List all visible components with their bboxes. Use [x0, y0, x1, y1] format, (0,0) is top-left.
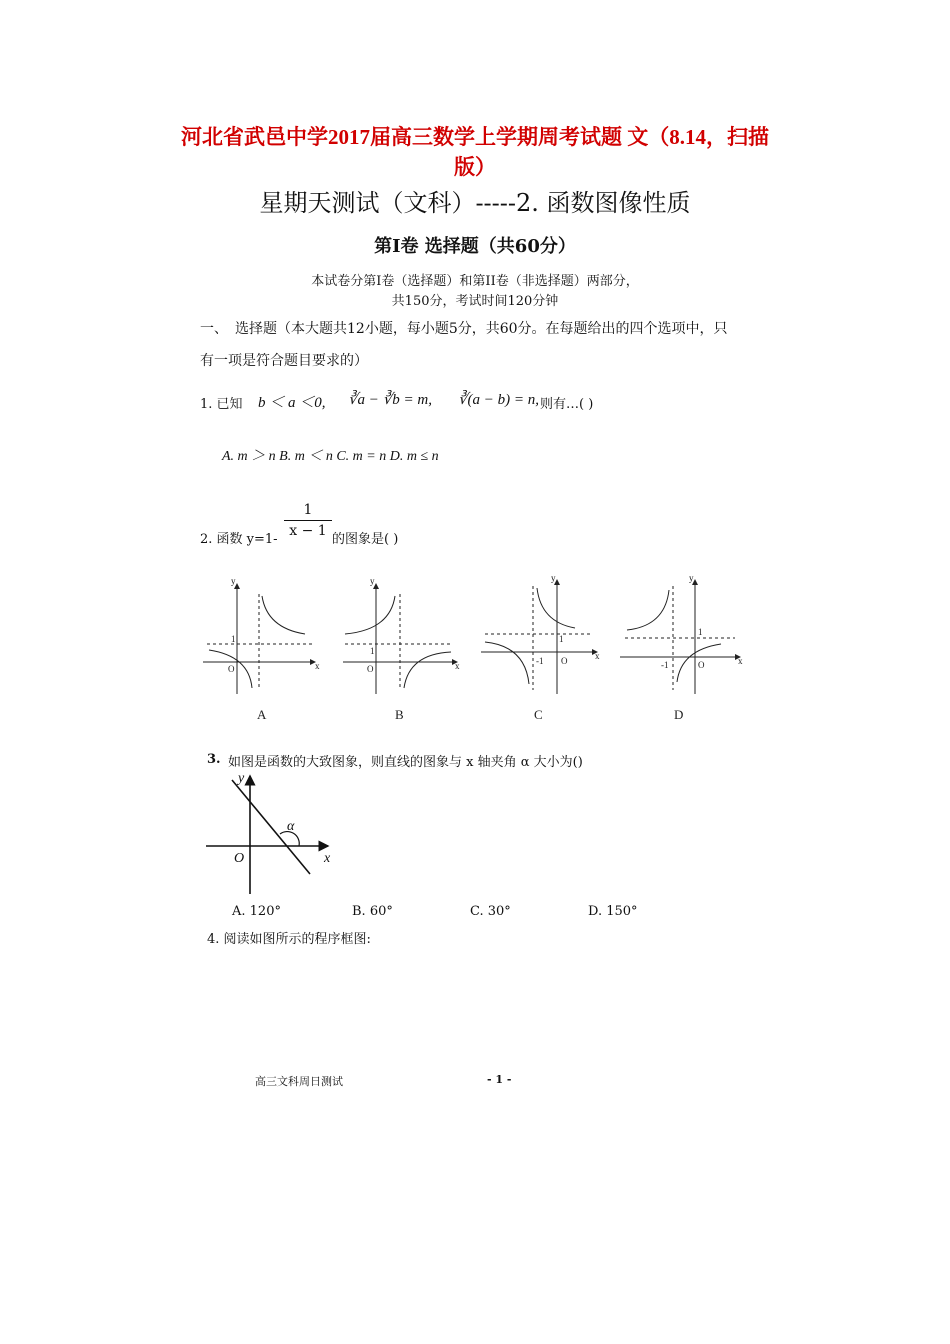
- graph-d-origin: O: [698, 660, 705, 670]
- q3-option-a: A. 120°: [232, 904, 281, 919]
- q3-text: 如图是函数的大致图象，则直线的图象与 x 轴夹角 α 大小为(): [228, 755, 583, 770]
- q3-figure: [200, 770, 340, 900]
- page-number: - 1 -: [487, 1073, 512, 1086]
- document-title-line2: 版）: [454, 155, 496, 179]
- graph-d-tick-neg1: -1: [661, 660, 669, 670]
- graph-d-x-label: x: [738, 656, 743, 666]
- graph-a-tick-1: 1: [231, 634, 236, 644]
- q2-suffix: 的图象是( ): [332, 532, 399, 547]
- graph-c-tick-neg1: -1: [536, 656, 544, 666]
- graph-a: [203, 584, 315, 694]
- q1-condition: b ＜ a ＜0,: [258, 395, 326, 411]
- note-line-1: 本试卷分第Ⅰ卷（选择题）和第II卷（非选择题）两部分，: [311, 274, 639, 289]
- graph-b-origin: O: [367, 664, 374, 674]
- graph-d: [620, 580, 740, 694]
- part1-intro-line1: 选择题（本大题共12小题，每小题5分，共60分。在每题给出的四个选项中，只: [235, 321, 728, 337]
- document-title-line1: 河北省武邑中学2017届高三数学上学期周考试题 文（8.14，扫描: [181, 125, 769, 149]
- q3-option-b: B. 60°: [352, 904, 393, 919]
- test-heading: 星期天测试（文科）-----2. 函数图像性质: [259, 189, 691, 217]
- q2-fraction-numerator: 1: [303, 502, 313, 518]
- q3-option-d: D. 150°: [588, 904, 638, 919]
- q4-text: 4. 阅读如图所示的程序框图:: [207, 932, 371, 947]
- q3-origin-label: O: [234, 851, 245, 866]
- q2-fraction-bar: [284, 520, 332, 521]
- graph-c-label: C: [534, 707, 543, 722]
- graph-d-label: D: [674, 707, 684, 722]
- q3-option-c: C. 30°: [470, 904, 511, 919]
- graph-b-branch-right: [404, 652, 451, 688]
- graph-c: [481, 580, 597, 694]
- q1-suffix: 则有…( ): [540, 397, 594, 412]
- graph-a-origin: O: [228, 664, 235, 674]
- document-title: [140, 122, 810, 182]
- graph-b-tick-1: 1: [370, 646, 375, 656]
- graph-b-y-label: y: [370, 576, 375, 586]
- q2-fraction: [284, 502, 332, 539]
- graph-d-branch-left: [627, 590, 669, 630]
- q2-prefix: 2. 函数 y=1-: [200, 532, 278, 547]
- note-line-2: 共150分，考试时间120分钟: [391, 294, 559, 309]
- graph-c-tick-1: 1: [559, 634, 564, 644]
- q3-y-label: y: [238, 771, 245, 786]
- q3-alpha-label: α: [287, 819, 295, 834]
- graph-b-label: B: [395, 707, 404, 722]
- graph-a-y-label: y: [231, 576, 236, 586]
- q1-prefix: 1. 已知: [200, 397, 243, 412]
- part1-label: 一、: [200, 321, 228, 337]
- graph-c-branch-left: [485, 642, 529, 684]
- graph-b-x-label: x: [455, 661, 460, 671]
- q3-x-label: x: [324, 851, 331, 866]
- graph-c-x-label: x: [595, 651, 600, 661]
- part1-intro-line2: 有一项是符合题目要求的）: [200, 353, 368, 369]
- section-title: 第Ⅰ卷 选择题（共60分）: [374, 236, 576, 257]
- q1-expression-n: ∛(a − b) = n,: [458, 392, 540, 408]
- graph-d-tick-1: 1: [698, 627, 703, 637]
- graph-a-x-label: x: [315, 661, 320, 671]
- graph-a-label: A: [257, 707, 267, 722]
- graph-a-branch-right: [262, 596, 305, 634]
- q1-options: A. m ＞ n B. m ＜ n C. m = n D. m ≤ n: [222, 449, 439, 464]
- q1-expression-m: ∛a − ∛b = m,: [348, 392, 432, 408]
- graph-c-origin: O: [561, 656, 568, 666]
- footer-left: 高三文科周日测试: [255, 1075, 343, 1088]
- graph-b-branch-left: [345, 596, 395, 634]
- graph-c-branch-right: [537, 588, 575, 628]
- graph-c-y-label: y: [551, 573, 556, 583]
- graph-b: [343, 584, 457, 694]
- q2-fraction-denominator: x − 1: [289, 523, 327, 539]
- graph-d-y-label: y: [689, 573, 694, 583]
- q3-number: 3.: [207, 752, 221, 767]
- q2-graph-options: [195, 572, 755, 722]
